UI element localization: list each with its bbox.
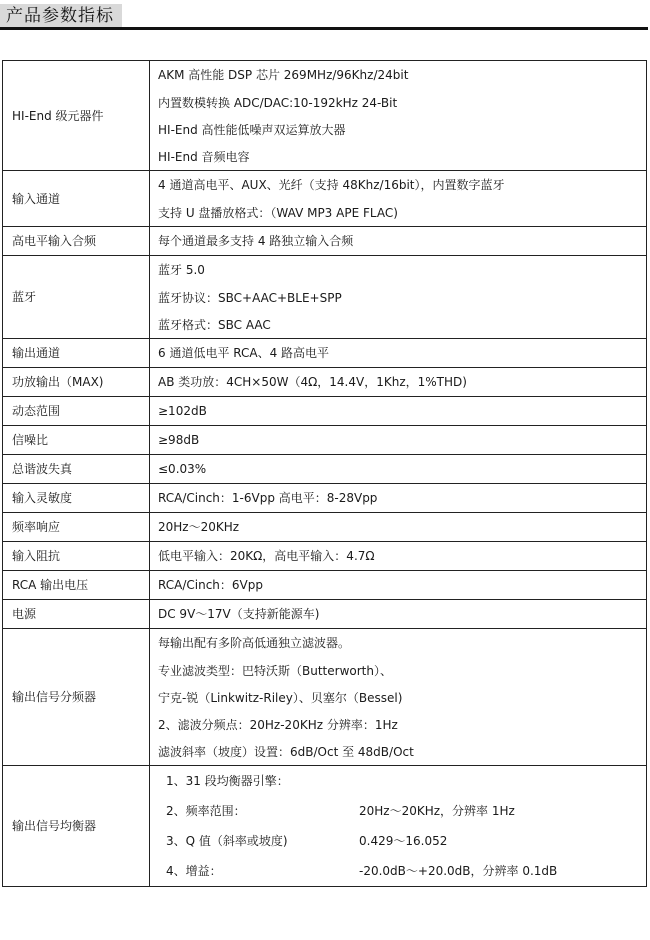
- spec-value-line: AKM 高性能 DSP 芯片 269MHz/96Khz/24bit: [158, 68, 409, 82]
- spec-value-line: RCA/Cinch：6Vpp: [158, 578, 263, 592]
- spec-value: [150, 513, 647, 542]
- page-title: 产品参数指标: [6, 6, 114, 26]
- spec-label: 输入阻抗: [3, 542, 150, 571]
- spec-label: 功放输出（MAX): [3, 368, 150, 397]
- spec-value-line: DC 9V～17V（支持新能源车): [158, 607, 320, 621]
- spec-row: [3, 600, 647, 629]
- spec-label: 动态范围: [3, 397, 150, 426]
- spec-value-line: 蓝牙 5.0: [158, 263, 205, 277]
- spec-label: 输出通道: [3, 339, 150, 368]
- section-header: [0, 0, 650, 34]
- equalizer-line: [158, 856, 646, 886]
- spec-value-line: 内置数模转换 ADC/DAC:10-192kHz 24-Bit: [158, 95, 398, 110]
- equalizer-line: [158, 826, 646, 856]
- spec-label: 输入灵敏度: [3, 484, 150, 513]
- spec-value-line: 每输出配有多阶高低通独立滤波器。: [158, 636, 351, 650]
- spec-row: [3, 629, 647, 766]
- spec-row: [3, 61, 647, 171]
- spec-value-line: HI-End 音频电容: [158, 149, 250, 164]
- spec-value-line: 低电平输入：20KΩ，高电平输入：4.7Ω: [158, 549, 375, 563]
- spec-value-line: 蓝牙格式：SBC AAC: [158, 317, 271, 332]
- spec-value: [150, 600, 647, 629]
- spec-value-line: ≤0.03%: [158, 462, 207, 476]
- spec-row: [3, 426, 647, 455]
- equalizer-value: -20.0dB～+20.0dB，分辨率 0.1dB: [359, 864, 558, 878]
- spec-row: [3, 484, 647, 513]
- spec-value-line: 2、滤波分频点：20Hz-20KHz 分辨率：1Hz: [158, 717, 398, 732]
- spec-table: [2, 60, 647, 887]
- spec-label: 电源: [3, 600, 150, 629]
- spec-value-line: 宁克-锐（Linkwitz-Riley）、贝塞尔（Bessel): [158, 690, 403, 705]
- spec-label: 总谐波失真: [3, 455, 150, 484]
- spec-row: [3, 455, 647, 484]
- spec-value: [150, 571, 647, 600]
- header-divider: [0, 27, 648, 30]
- equalizer-item: 1、31 段均衡器引擎：: [166, 774, 289, 788]
- spec-value: [150, 484, 647, 513]
- spec-value-line: 支持 U 盘播放格式：（WAV MP3 APE FLAC): [158, 205, 398, 220]
- spec-row: [3, 171, 647, 227]
- spec-value: [150, 542, 647, 571]
- spec-value-line: ≥102dB: [158, 404, 207, 418]
- spec-value: [150, 227, 647, 256]
- spec-label: 频率响应: [3, 513, 150, 542]
- spec-row: [3, 397, 647, 426]
- spec-table-body: [3, 61, 647, 887]
- spec-value-line: 滤波斜率（坡度）设置：6dB/Oct 至 48dB/Oct: [158, 744, 414, 759]
- spec-row: [3, 368, 647, 397]
- spec-row: [3, 513, 647, 542]
- spec-label: 蓝牙: [3, 256, 150, 339]
- spec-label: 输入通道: [3, 171, 150, 227]
- spec-value-line: AB 类功放：4CH×50W（4Ω，14.4V，1Khz，1%THD): [158, 375, 467, 389]
- spec-value-line: 20Hz～20KHz: [158, 520, 240, 534]
- spec-label: 输出信号均衡器: [3, 766, 150, 887]
- equalizer-item: 4、增益：: [166, 864, 222, 878]
- spec-row-equalizer: [3, 766, 647, 887]
- equalizer-line: [158, 766, 646, 796]
- spec-row: [3, 227, 647, 256]
- spec-value: [150, 61, 647, 171]
- equalizer-item: 2、频率范围：: [166, 804, 246, 818]
- spec-value: [150, 171, 647, 227]
- spec-label: 高电平输入合频: [3, 227, 150, 256]
- equalizer-value: 20Hz～20KHz，分辨率 1Hz: [359, 804, 515, 818]
- spec-label: HI-End 级元器件: [3, 61, 150, 171]
- spec-value-line: HI-End 高性能低噪声双运算放大器: [158, 122, 346, 137]
- spec-value: [150, 368, 647, 397]
- spec-value: [150, 397, 647, 426]
- equalizer-line: [158, 796, 646, 826]
- spec-value-line: 专业滤波类型：巴特沃斯（Butterworth）、: [158, 663, 392, 678]
- spec-label: 信噪比: [3, 426, 150, 455]
- spec-value: [150, 766, 647, 887]
- spec-row: [3, 571, 647, 600]
- spec-row: [3, 339, 647, 368]
- equalizer-value: 0.429～16.052: [359, 834, 448, 848]
- spec-label: RCA 输出电压: [3, 571, 150, 600]
- spec-value: [150, 426, 647, 455]
- spec-row: [3, 256, 647, 339]
- spec-value: [150, 629, 647, 766]
- spec-value: [150, 455, 647, 484]
- spec-value-line: ≥98dB: [158, 433, 200, 447]
- spec-value-line: 4 通道高电平、AUX、光纤（支持 48Khz/16bit），内置数字蓝牙: [158, 178, 505, 192]
- equalizer-item: 3、Q 值（斜率或坡度): [166, 834, 288, 848]
- spec-value: [150, 339, 647, 368]
- spec-value: [150, 256, 647, 339]
- spec-label: 输出信号分频器: [3, 629, 150, 766]
- spec-value-line: 每个通道最多支持 4 路独立输入合频: [158, 234, 354, 248]
- spec-value-line: 6 通道低电平 RCA、4 路高电平: [158, 346, 330, 360]
- spec-value-line: 蓝牙协议：SBC+AAC+BLE+SPP: [158, 290, 342, 305]
- spec-row: [3, 542, 647, 571]
- spec-value-line: RCA/Cinch：1-6Vpp 高电平：8-28Vpp: [158, 491, 378, 505]
